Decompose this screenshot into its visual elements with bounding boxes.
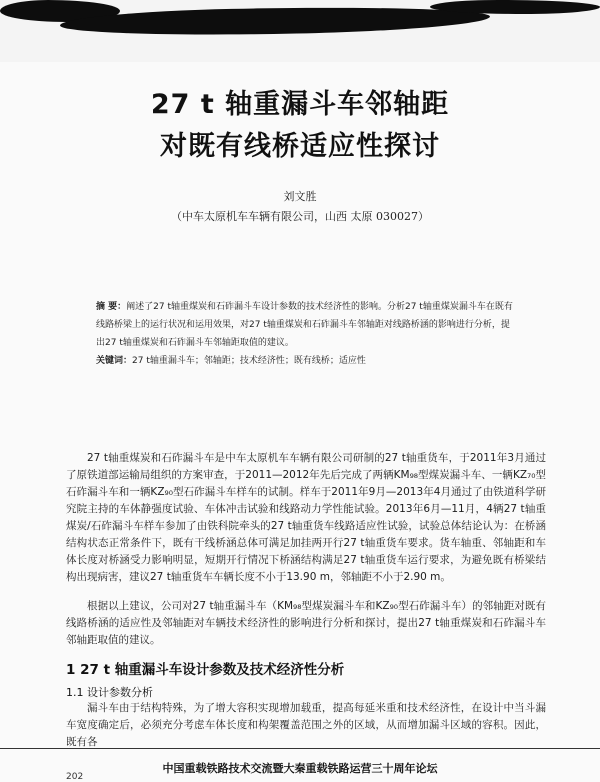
title-line-1: 27 t 轴重漏斗车邻轴距: [150, 89, 450, 120]
keywords-text: 27 t轴重漏斗车；邻轴距；技术经济性；既有线桥；适应性: [132, 356, 366, 366]
body-paragraph-3: 漏斗车由于结构特殊，为了增大容积实现增加载重，提高每延米重和技术经济性，在设计中当斗漏车宽度确定后，必须充分考虑车体长度和构架覆盖范围之外的区域，从而增加漏斗区域的容积。因此，既有各: [66, 702, 546, 748]
keywords-label: 关键词：: [96, 356, 133, 366]
body-paragraph-1: 27 t轴重煤炭和石砟漏斗车是中车太原机车车辆有限公司研制的27 t轴重货车，于2011年3月通过了原铁道部运输局组织的方案审查，于2011—2012年先后完成了两辆KM₉₈型煤炭漏斗车、一辆KZ₇₀型石砟漏斗车和一辆KZ₉₀型石砟漏斗车样车的试制。样车于2011年9月—2013年4月通过了由铁道科学研究院主持的车体静强度试验、车体冲击试验和线路动力学性能试验。2013年6月—11月，4辆27 t轴重煤炭/石砟漏斗车样车参加了由铁科院牵头的27 t轴重货车线路适应性试验，试验总体结论认为：在桥涵结构状态正常条件下，既有干线桥涵总体可满足加挂两开行27 t轴重货车要求。货车轴重、邻轴距和车体长度对桥涵受力影响明显，短期开行情况下桥涵结构满足27 t轴重货车运行要求，为避免既有桥梁结构出现病害，建议27 t轴重货车车辆长度不小于13.90 m，邻轴距不小于2.90 m。: [66, 452, 546, 583]
section-heading-1-1: 1.1 设计参数分析: [66, 686, 153, 699]
title-line-2: 对既有线桥适应性探讨: [160, 131, 440, 162]
affiliation: （中车太原机车车辆有限公司，山西 太原 030027）: [171, 210, 429, 223]
author: 刘文胜: [283, 190, 317, 203]
body-paragraph-2: 根据以上建议，公司对27 t轴重漏斗车（KM₉₈型煤炭漏斗车和KZ₉₀型石砟漏斗车）的邻轴距对既有线路桥涵的适应性及邻轴距对车辆技术经济性的影响进行分析和探讨，提出27 t轴重煤炭和石砟漏斗车邻轴距取值的建议。: [66, 600, 546, 646]
abstract: [96, 298, 516, 352]
section-heading-1: 1 27 t 轴重漏斗车设计参数及技术经济性分析: [66, 662, 345, 678]
footer-title: 中国重载铁路技术交流暨大秦重载铁路运营三十周年论坛: [162, 762, 438, 775]
keywords: [96, 352, 516, 370]
abstract-text: 阐述了27 t轴重煤炭和石砟漏斗车设计参数的技术经济性的影响。分析27 t轴重煤炭漏斗车在既有线路桥梁上的运行状况和运用效果，对27 t轴重煤炭和石砟漏斗车邻轴距对线路桥涵的影响进行分析，提出27 t轴重煤炭和石砟漏斗车邻轴距取值的建议。: [96, 302, 513, 348]
abstract-label: 摘 要：: [96, 302, 127, 312]
footer-rule: [0, 748, 600, 749]
page-number: 202: [66, 772, 84, 782]
